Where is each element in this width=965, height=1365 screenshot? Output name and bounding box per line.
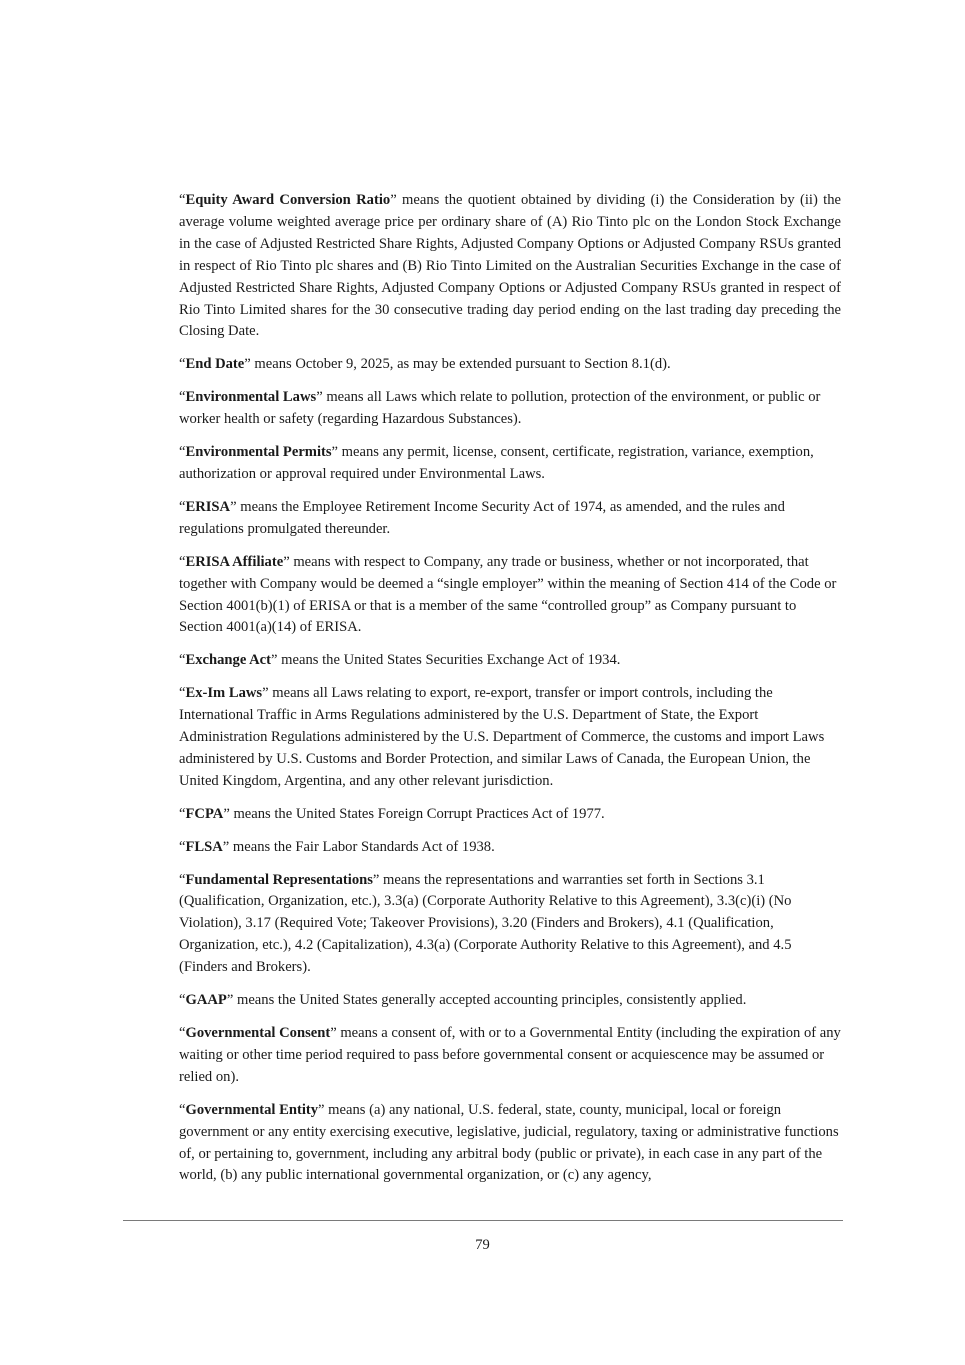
- defined-term: Governmental Consent: [185, 1025, 331, 1041]
- definition-erisa: “ERISA” means the Employee Retirement Income Security Act of 1974, as amended, and the rules and regulations promulgated thereunder.: [179, 498, 785, 537]
- footer-divider: [123, 1220, 843, 1221]
- definition-gaap: “GAAP” means the United States generally accepted accounting principles, consistently applied.: [179, 992, 747, 1009]
- defined-term: FLSA: [185, 838, 223, 855]
- document-body: [179, 190, 841, 1198]
- definition-fundamental-representations: “Fundamental Representations” means the representations and warranties set forth in Sections 3.1 (Qualification, Organization, etc.), 3.3(a) (Corporate Authority Relative to this Agreement), 3.3(c)(i) (No Violation), 3.17 (Required Vote; Takeover Provisions), 3.20 (Finders and Brokers), 4.1 (Qualification, Organization, etc.), 4.2 (Capitalization), 4.3(a) (Corporate Authority Relative to this Agreement), and 4.5 (Finders and Brokers).: [179, 871, 792, 976]
- definition-text: means the United States Foreign Corrupt Practices Act of 1977.: [229, 805, 605, 822]
- definition-governmental-consent: “Governmental Consent” means a consent of, with or to a Governmental Entity (including the expiration of any waiting or other time period required to pass before governmental consent or acquiescence may be assumed or relied on).: [179, 1025, 841, 1085]
- defined-term: GAAP: [185, 992, 227, 1009]
- definition-exchange-act: “Exchange Act” means the United States Securities Exchange Act of 1934.: [179, 652, 621, 669]
- definition-ex-im-laws: “Ex-Im Laws” means all Laws relating to export, re-export, transfer or import controls, including the International Traffic in Arms Regulations administered by the U.S. Department of State, the Export Administration Regulations administered by the U.S. Department of Commerce, the customs and import Laws administered by U.S. Customs and Border Protection, and similar Laws of Canada, the European Union, the United Kingdom, Argentina, and any other relevant jurisdiction.: [179, 685, 825, 789]
- definition-environmental-permits: “Environmental Permits” means any permit, license, consent, certificate, registration, variance, exemption, authorization or approval required under Environmental Laws.: [179, 444, 814, 482]
- defined-term: ERISA Affiliate: [185, 553, 284, 570]
- definition-erisa-affiliate: “ERISA Affiliate” means with respect to Company, any trade or business, whether or not incorporated, that together with Company would be deemed a “single employer” within the meaning of Section 414 of the Code or Section 4001(b)(1) of ERISA or that is a member of the same “controlled group” as Company pursuant to Section 4001(a)(14) of ERISA.: [179, 553, 837, 636]
- defined-term: Environmental Laws: [185, 389, 317, 406]
- definition-text: means the United States Securities Exchange Act of 1934.: [277, 652, 621, 669]
- page-number: 79: [475, 1237, 490, 1253]
- definition-text: means the quotient obtained by dividing (i) the Consideration by (ii) the average volume weighted average price per ordinary share of (A) Rio Tinto plc on the London Stock Exchange in the case of Adjusted Restricted Share Rights, Adjusted Company Options or Adjusted Company RSUs granted in respect of Rio Tinto plc shares and (B) Rio Tinto Limited on the Australian Securities Exchange in the case of Adjusted Restricted Share Rights, Adjusted Company Options or Adjusted Company RSUs granted in respect of Rio Tinto Limited shares for the 30 consecutive trading day period ending on the last trading day preceding the Closing Date.: [179, 192, 841, 340]
- definition-text: means all Laws which relate to pollution, protection of the environment, or public or worker health or safety (regarding Hazardous Substances).: [179, 389, 821, 428]
- definition-governmental-entity: “Governmental Entity” means (a) any national, U.S. federal, state, county, municipal, local or foreign government or any entity exercising executive, legislative, judicial, regulatory, taxing or administrative functions of, or pertaining to, government, including any arbitral body (public or private), in each case in any part of the world, (b) any public international governmental organization, or (c) any agency,: [179, 1101, 839, 1184]
- definition-text: means the United States generally accepted accounting principles, consistently applied.: [233, 992, 747, 1009]
- defined-term: Equity Award Conversion Ratio: [185, 192, 391, 208]
- defined-term: Exchange Act: [185, 652, 272, 669]
- defined-term: FCPA: [185, 805, 224, 822]
- definition-text: means the Fair Labor Standards Act of 1938.: [229, 838, 495, 855]
- definition-text: means the representations and warranties set forth in Sections 3.1 (Qualification, Organization, etc.), 3.3(a) (Corporate Authority Relative to this Agreement), 3.3(c)(i) (No Violation), 3.17 (Required Vote; Takeover Provisions), 3.20 (Finders and Brokers), 4.1 (Qualification, Organization, etc.), 4.2 (Capitalization), 4.3(a) (Corporate Authority Relative to this Agreement), and 4.5 (Finders and Brokers).: [179, 871, 792, 976]
- definition-environmental-laws: “Environmental Laws” means all Laws which relate to pollution, protection of the environment, or public or worker health or safety (regarding Hazardous Substances).: [179, 389, 821, 428]
- defined-term: End Date: [185, 356, 245, 373]
- defined-term: ERISA: [185, 498, 231, 515]
- definition-fcpa: “FCPA” means the United States Foreign Corrupt Practices Act of 1977.: [179, 805, 605, 822]
- defined-term: Governmental Entity: [185, 1101, 319, 1118]
- defined-term: Ex-Im Laws: [185, 685, 263, 702]
- definition-text: means (a) any national, U.S. federal, state, county, municipal, local or foreign government or any entity exercising executive, legislative, judicial, regulatory, taxing or administrative functions of, or pertaining to, government, including any arbitral body (public or private), in each case in any part of the world, (b) any public international governmental organization, or (c) any agency,: [179, 1101, 839, 1184]
- definition-equity-award-conversion-ratio: “Equity Award Conversion Ratio” means the quotient obtained by dividing (i) the Consideration by (ii) the average volume weighted average price per ordinary share of (A) Rio Tinto plc on the London Stock Exchange in the case of Adjusted Restricted Share Rights, Adjusted Company Options or Adjusted Company RSUs granted in respect of Rio Tinto plc shares and (B) Rio Tinto Limited on the Australian Securities Exchange in the case of Adjusted Restricted Share Rights, Adjusted Company Options or Adjusted Company RSUs granted in respect of Rio Tinto Limited shares for the 30 consecutive trading day period ending on the last trading day preceding the Closing Date.: [179, 192, 841, 340]
- defined-term: Environmental Permits: [185, 444, 332, 461]
- defined-term: Fundamental Representations: [185, 871, 373, 888]
- definition-flsa: “FLSA” means the Fair Labor Standards Act of 1938.: [179, 838, 495, 855]
- definition-end-date: “End Date” means October 9, 2025, as may be extended pursuant to Section 8.1(d).: [179, 356, 671, 373]
- definition-text: means a consent of, with or to a Governmental Entity (including the expiration of any waiting or other time period required to pass before governmental consent or acquiescence may be assumed or relied on).: [179, 1025, 841, 1085]
- definition-text: means October 9, 2025, as may be extended pursuant to Section 8.1(d).: [250, 356, 671, 373]
- definition-text: means all Laws relating to export, re-export, transfer or import controls, including the International Traffic in Arms Regulations administered by the U.S. Department of State, the Export Administration Regulations administered by the U.S. Department of Commerce, the customs and import Laws administered by U.S. Customs and Border Protection, and similar Laws of Canada, the European Union, the United Kingdom, Argentina, and any other relevant jurisdiction.: [179, 685, 825, 789]
- definition-text: means with respect to Company, any trade or business, whether or not incorporated, that together with Company would be deemed a “single employer” within the meaning of Section 414 of the Code or Section 4001(b)(1) of ERISA or that is a member of the same “controlled group” as Company pursuant to Section 4001(a)(14) of ERISA.: [179, 553, 837, 636]
- definition-text: means any permit, license, consent, certificate, registration, variance, exemption, authorization or approval required under Environmental Laws.: [179, 444, 814, 482]
- definition-text: means the Employee Retirement Income Security Act of 1974, as amended, and the rules and regulations promulgated thereunder.: [179, 498, 785, 537]
